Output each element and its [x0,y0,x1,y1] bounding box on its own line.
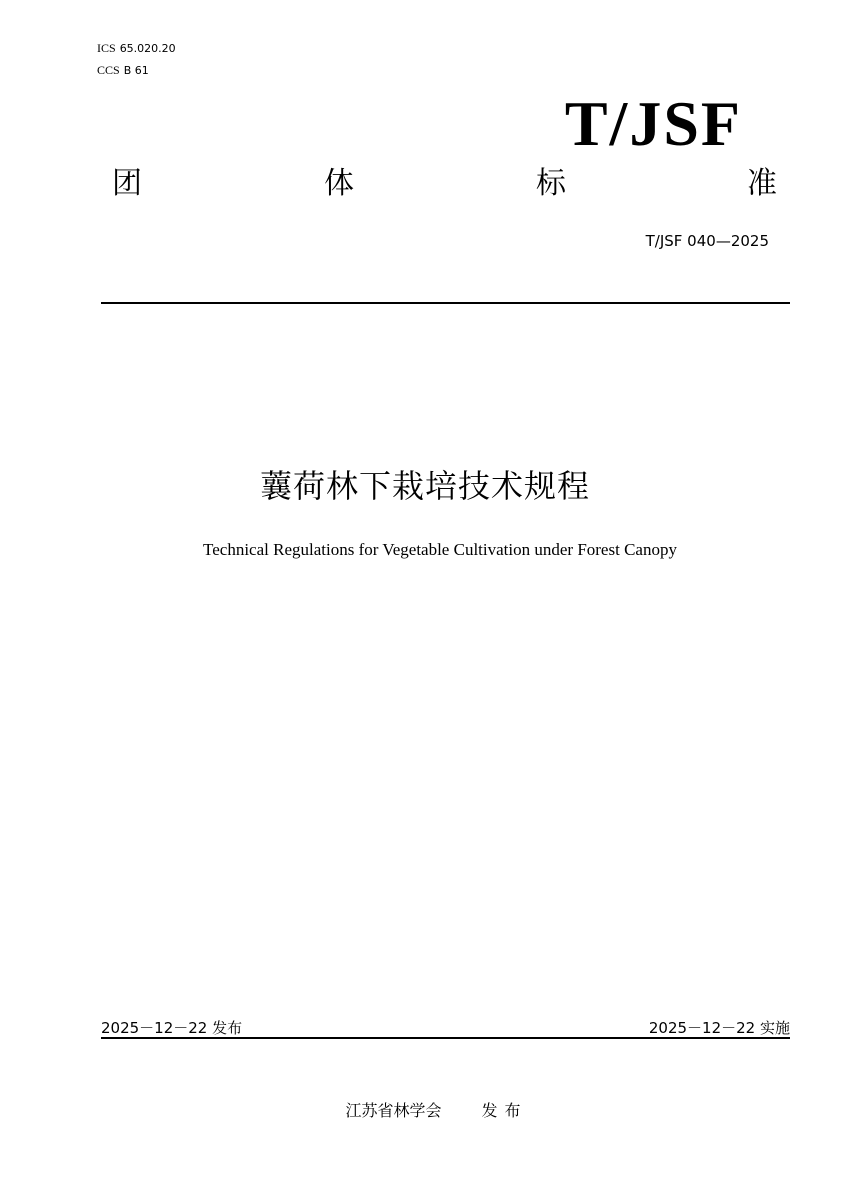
ccs-value: B 61 [123,64,149,77]
effective-date: 2025－12－22 实施 [648,1019,790,1037]
ics-code [97,40,176,57]
standard-brand-logo: T/JSF [564,88,742,159]
header-divider [101,302,790,304]
document-title-english: Technical Regulations for Vegetable Cultivation under Forest Canopy [203,540,677,559]
issue-date: 2025－12－22 发布 [101,1019,243,1037]
footer-divider [101,1037,790,1039]
ccs-label: CCS [97,63,120,77]
standard-type-char-2: 体 [324,166,354,201]
ics-label: ICS [97,41,116,55]
standard-number: T/JSF 040—2025 [645,232,769,250]
publisher-line [0,1099,850,1123]
ccs-code [97,62,149,79]
standard-type-char-3: 标 [536,166,566,201]
document-title-chinese: 蘘荷林下栽培技术规程 [259,467,590,505]
standard-type-char-4: 准 [747,166,777,201]
publisher-name: 江苏省林学会 [345,1101,442,1120]
ics-value: 65.020.20 [119,42,176,55]
publisher-action: 发布 [481,1101,528,1120]
standard-type-char-1: 团 [112,166,142,201]
